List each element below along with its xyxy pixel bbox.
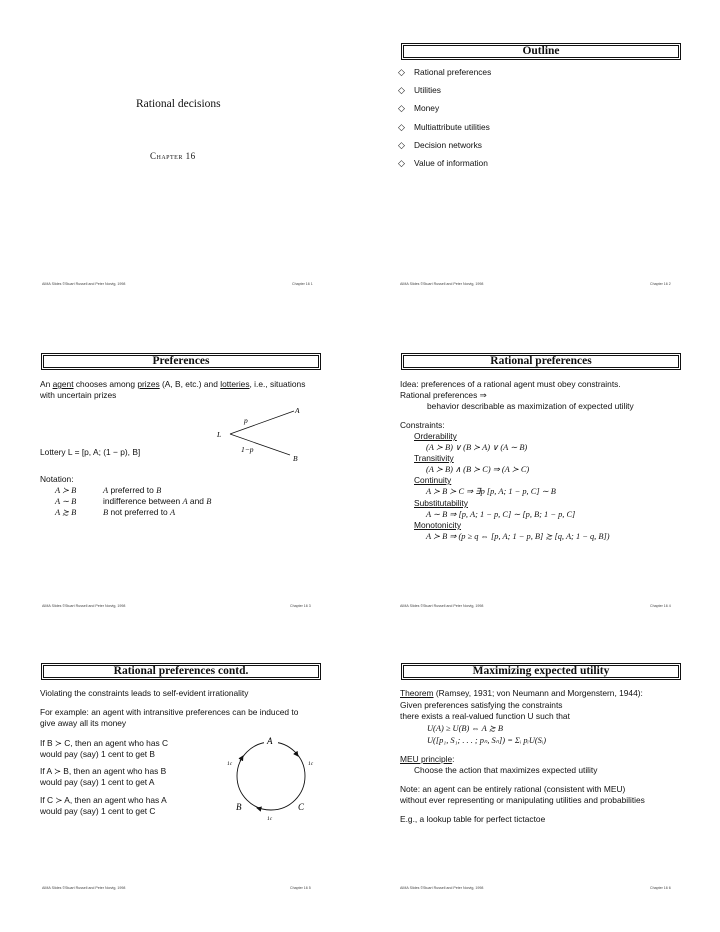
intro-line bbox=[40, 379, 305, 390]
notation-meaning bbox=[103, 485, 161, 496]
given-line: Given preferences satisfying the constraints bbox=[400, 700, 563, 710]
slide-6 bbox=[360, 620, 720, 930]
cycle-step-3b: would pay (say) 1 cent to get C bbox=[40, 806, 156, 816]
intro-line-2: with uncertain prizes bbox=[40, 390, 117, 400]
notation-symbol: A ≻ B bbox=[55, 486, 77, 495]
outline-item: Money bbox=[414, 103, 440, 113]
var: A bbox=[170, 508, 176, 517]
slide-heading: Outline bbox=[401, 43, 681, 60]
slide-heading: Maximizing expected utility bbox=[401, 663, 681, 680]
slide-5 bbox=[0, 620, 360, 930]
text: not preferred to bbox=[108, 507, 171, 517]
cycle-step-2a: If A ≻ B, then an agent who has B bbox=[40, 766, 167, 776]
diamond-bullet-icon: ◇ bbox=[398, 140, 405, 150]
node-A-label: A bbox=[267, 736, 273, 746]
intro-line: Violating the constraints leads to self-evident irrationality bbox=[40, 688, 249, 698]
prob-1-minus-p-label: 1−p bbox=[241, 445, 254, 454]
notation-meaning bbox=[103, 496, 211, 507]
slide-heading: Preferences bbox=[41, 353, 321, 370]
node-C-label: C bbox=[298, 802, 305, 812]
slide-3 bbox=[0, 310, 360, 620]
diamond-bullet-icon: ◇ bbox=[398, 85, 405, 95]
var: B bbox=[156, 486, 162, 495]
node-L-label: L bbox=[217, 430, 222, 439]
constraint-formula: (A ≻ B) ∧ (B ≻ C) ⇒ (A ≻ C) bbox=[426, 465, 530, 474]
node-B-label: B bbox=[236, 802, 242, 812]
outline-item: Value of information bbox=[414, 158, 488, 168]
var: A bbox=[103, 486, 109, 495]
footer-page: Chapter 16 5 bbox=[290, 886, 311, 890]
notation-meaning bbox=[103, 507, 175, 518]
example-line: For example: an agent with intransitive preferences can be induced to bbox=[40, 707, 299, 717]
notation-symbol: A ≿ B bbox=[55, 508, 77, 517]
behavior-line: behavior describable as maximization of expected utility bbox=[427, 401, 634, 411]
footer-copyright: AIMA Slides ©Stuart Russell and Peter Norvig, 1998 bbox=[42, 886, 126, 890]
prob-p-label: p bbox=[244, 416, 248, 425]
footer-copyright: AIMA Slides ©Stuart Russell and Peter Norvig, 1998 bbox=[400, 886, 484, 890]
chapter-label: Chapter 16 bbox=[150, 151, 196, 161]
arrow-head-1 bbox=[295, 752, 298, 756]
note-line-2: without ever representing or manipulating utilities and probabilities bbox=[400, 795, 645, 805]
footer-copyright: AIMA Slides ©Stuart Russell and Peter Norvig, 1998 bbox=[400, 604, 484, 608]
text: indifference between bbox=[103, 496, 183, 506]
cycle-step-1a: If B ≻ C, then an agent who has C bbox=[40, 738, 169, 748]
idea-line: Idea: preferences of a rational agent must obey constraints. bbox=[400, 379, 621, 389]
intransitive-cycle-diagram bbox=[224, 732, 334, 822]
branch-line-b bbox=[230, 434, 290, 455]
text: , i.e., situations bbox=[249, 379, 306, 389]
term-lotteries: lotteries bbox=[220, 379, 250, 389]
constraint-formula: A ≻ B ⇒ (p ≥ q ⇔ [p, A; 1 − p, B] ≿ [q, A; 1 − q, B]) bbox=[426, 532, 610, 541]
slide-2 bbox=[360, 0, 720, 310]
slide-heading: Rational preferences contd. bbox=[41, 663, 321, 680]
theorem-line bbox=[400, 688, 643, 699]
constraint-formula: A ∼ B ⇒ [p, A; 1 − p, C] ∼ [p, B; 1 − p, C] bbox=[426, 510, 576, 519]
meu-line bbox=[400, 754, 454, 765]
notation-label: Notation: bbox=[40, 474, 74, 484]
cost-label-left: 1c bbox=[227, 761, 233, 767]
footer-page: Chapter 16 3 bbox=[290, 604, 311, 608]
constraint-name: Monotonicity bbox=[414, 520, 462, 530]
footer-copyright: AIMA Slides ©Stuart Russell and Peter Norvig, 1998 bbox=[42, 604, 126, 608]
slide-heading: Rational preferences bbox=[401, 353, 681, 370]
text: An bbox=[40, 379, 53, 389]
constraint-formula: (A ≻ B) ∨ (B ≻ A) ∨ (A ∼ B) bbox=[426, 443, 528, 452]
lottery-definition: Lottery L = [p, A; (1 − p), B] bbox=[40, 447, 141, 457]
cycle-step-3a: If C ≻ A, then an agent who has A bbox=[40, 795, 167, 805]
diamond-bullet-icon: ◇ bbox=[398, 67, 405, 77]
example-line: E.g., a lookup table for perfect tictactoe bbox=[400, 814, 546, 824]
term-agent: agent bbox=[52, 379, 74, 389]
text: preferred to bbox=[108, 485, 157, 495]
slide-4 bbox=[360, 310, 720, 620]
text: (A, B, etc.) and bbox=[159, 379, 221, 389]
diamond-bullet-icon: ◇ bbox=[398, 122, 405, 132]
footer-page: Chapter 16 1 bbox=[292, 282, 313, 286]
meu-text: Choose the action that maximizes expected utility bbox=[414, 765, 598, 775]
diamond-bullet-icon: ◇ bbox=[398, 158, 405, 168]
cost-label-right: 1c bbox=[308, 761, 314, 767]
lottery-diagram bbox=[210, 406, 310, 480]
footer-page: Chapter 16 4 bbox=[650, 604, 671, 608]
rational-preferences-line: Rational preferences ⇒ bbox=[400, 390, 487, 400]
utility-formula-1: U(A) ≥ U(B) ⇔ A ≿ B bbox=[427, 724, 503, 733]
outline-item: Utilities bbox=[414, 85, 441, 95]
arrow-head-3 bbox=[240, 756, 243, 761]
text: chooses among bbox=[73, 379, 138, 389]
var: B bbox=[103, 508, 109, 517]
footer-copyright: AIMA Slides ©Stuart Russell and Peter Norvig, 1998 bbox=[42, 282, 126, 286]
utility-formula-2: U([p₁, S₁; . . . ; pₙ, Sₙ]) = Σᵢ pᵢU(Sᵢ) bbox=[427, 736, 546, 745]
term-theorem: Theorem bbox=[400, 688, 434, 698]
term-prizes: prizes bbox=[137, 379, 160, 389]
outline-item: Decision networks bbox=[414, 140, 482, 150]
exists-line: there exists a real-valued function U such that bbox=[400, 711, 570, 721]
constraint-name: Substitutability bbox=[414, 498, 468, 508]
constraints-label: Constraints: bbox=[400, 420, 445, 430]
outline-item: Rational preferences bbox=[414, 67, 492, 77]
text: (Ramsey, 1931; von Neumann and Morgenstern, 1944): bbox=[433, 688, 643, 698]
constraint-name: Continuity bbox=[414, 475, 452, 485]
slide-title: Rational decisions bbox=[136, 98, 221, 110]
cost-label-bottom: 1c bbox=[267, 816, 273, 822]
var: A bbox=[182, 497, 188, 506]
diamond-bullet-icon: ◇ bbox=[398, 103, 405, 113]
prize-A-label: A bbox=[295, 406, 300, 415]
branch-line-a bbox=[230, 411, 294, 434]
footer-page: Chapter 16 2 bbox=[650, 282, 671, 286]
constraint-name: Orderability bbox=[414, 431, 457, 441]
constraint-formula: A ≻ B ≻ C ⇒ ∃p [p, A; 1 − p, C] ∼ B bbox=[426, 487, 556, 496]
footer-copyright: AIMA Slides ©Stuart Russell and Peter Norvig, 1998 bbox=[400, 282, 484, 286]
slide-1 bbox=[0, 0, 360, 310]
var: B bbox=[206, 497, 212, 506]
notation-symbol: A ∼ B bbox=[55, 497, 77, 506]
constraint-name: Transitivity bbox=[414, 453, 454, 463]
outline-item: Multiattribute utilities bbox=[414, 122, 490, 132]
cycle-step-1b: would pay (say) 1 cent to get B bbox=[40, 749, 155, 759]
term-meu: MEU principle bbox=[400, 754, 453, 764]
text: and bbox=[187, 496, 207, 506]
example-line-2: give away all its money bbox=[40, 718, 127, 728]
footer-page: Chapter 16 6 bbox=[650, 886, 671, 890]
text: : bbox=[452, 754, 455, 764]
cycle-step-2b: would pay (say) 1 cent to get A bbox=[40, 777, 155, 787]
note-line-1: Note: an agent can be entirely rational (consistent with MEU) bbox=[400, 784, 626, 794]
prize-B-label: B bbox=[293, 454, 298, 463]
